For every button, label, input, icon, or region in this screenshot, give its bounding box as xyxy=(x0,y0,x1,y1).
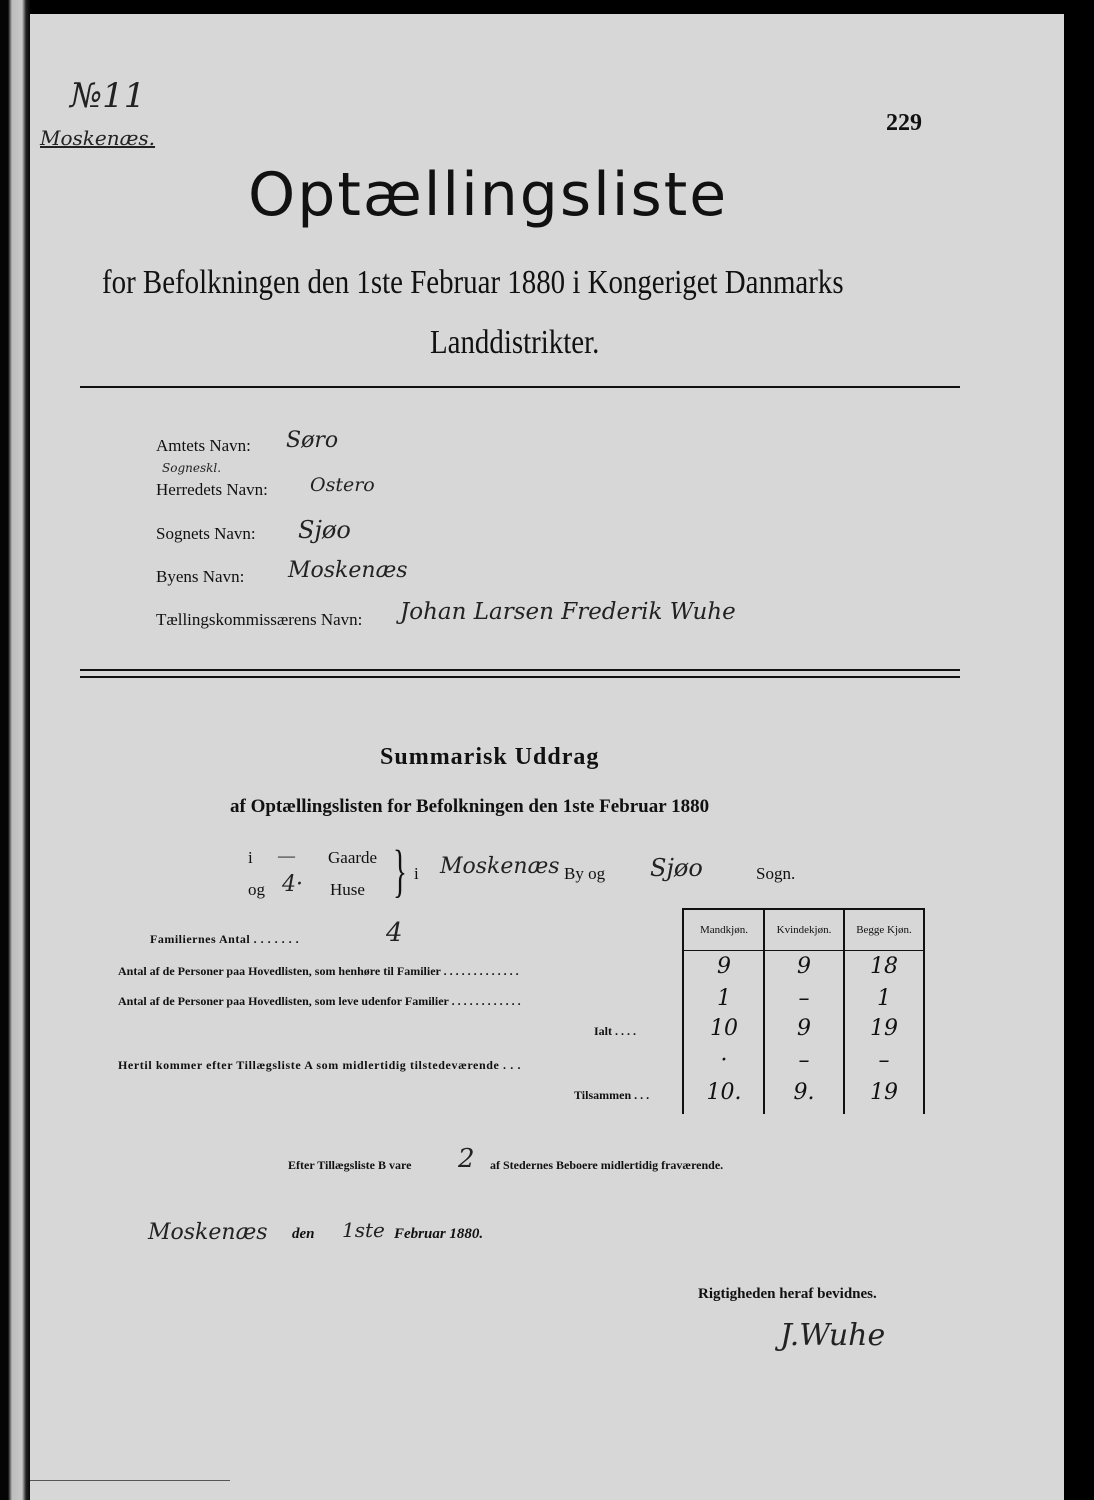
row-label-familier: Antal af de Personer paa Hovedlisten, som henhøre til Familier . . . . . . . . . . . . . xyxy=(118,964,519,978)
cell-tilsammen-mand: 10. xyxy=(706,1080,742,1105)
field-amt-value: Søro xyxy=(286,428,339,453)
field-herred-value: Ostero xyxy=(310,474,375,496)
divider-top xyxy=(80,386,960,388)
cell-ialt-begge: 19 xyxy=(870,1016,898,1041)
attest-text: Rigtigheden heraf bevidnes. xyxy=(698,1286,877,1302)
bottom-smudge xyxy=(30,1480,230,1481)
field-kommissaer-value: Johan Larsen Frederik Wuhe xyxy=(400,599,736,625)
field-herred-above: Sogneskl. xyxy=(162,461,222,475)
page-number: 229 xyxy=(886,110,922,136)
tillaeg-b-prefix: Efter Tillægsliste B vare xyxy=(288,1158,412,1172)
date-day: 1ste xyxy=(342,1218,385,1242)
by-value: Moskenæs xyxy=(440,854,560,879)
subtitle-line-2: Landdistrikter. xyxy=(430,324,600,361)
summary-i2: i xyxy=(414,864,419,883)
row-label-ialt: Ialt . . . . xyxy=(594,1024,636,1038)
field-sogn-label: Sognets Navn: xyxy=(156,524,256,543)
cell-tilsammen-kvinde: 9. xyxy=(793,1080,815,1105)
cell-udenfor-kvinde: – xyxy=(798,986,810,1011)
row-label-udenfor: Antal af de Personer paa Hovedlisten, som leve udenfor Familier . . . . . . . . . . . . xyxy=(118,994,521,1008)
families-label: Familiernes Antal . . . . . . . xyxy=(150,932,300,946)
by-label: By og xyxy=(564,864,606,883)
field-amt-label: Amtets Navn: xyxy=(156,436,251,455)
row-label-tilsammen: Tilsammen . . . xyxy=(574,1088,650,1102)
cell-ialt-kvinde: 9 xyxy=(797,1016,811,1041)
cell-tillaeg-mand: · xyxy=(720,1048,728,1073)
column-header-mandkjon: Mandkjøn. xyxy=(700,924,748,936)
cell-familier-begge: 18 xyxy=(870,954,898,979)
signature: J.Wuhe xyxy=(780,1318,886,1353)
margin-place: Moskenæs. xyxy=(40,126,156,150)
field-kommissaer-label: Tællingskommissærens Navn: xyxy=(156,610,363,629)
column-header-begge: Begge Kjøn. xyxy=(856,924,912,936)
cell-tillaeg-begge: – xyxy=(878,1048,890,1073)
cell-ialt-mand: 10 xyxy=(710,1016,738,1041)
binding-edge xyxy=(0,0,30,1500)
tillaeg-b-suffix: af Stedernes Beboere midlertidig fraværende. xyxy=(490,1158,724,1172)
cell-tillaeg-kvinde: – xyxy=(798,1048,810,1073)
double-rule-1 xyxy=(80,669,960,671)
sogn-label: Sogn. xyxy=(756,864,796,883)
cell-udenfor-mand: 1 xyxy=(717,986,731,1011)
cell-familier-kvinde: 9 xyxy=(797,954,811,979)
date-place: Moskenæs xyxy=(148,1220,268,1245)
date-month-year: Februar 1880. xyxy=(394,1226,484,1242)
table-header-rule xyxy=(682,950,924,951)
cell-tilsammen-begge: 19 xyxy=(870,1080,898,1105)
census-form-page xyxy=(30,14,1064,1500)
field-by-value: Moskenæs xyxy=(288,558,408,583)
cell-familier-mand: 9 xyxy=(717,954,731,979)
margin-number: №11 xyxy=(70,76,146,116)
date-den: den xyxy=(292,1226,315,1242)
table-vline-0 xyxy=(682,908,684,1114)
summary-og: og xyxy=(248,880,265,899)
subtitle-line-1: for Befolkningen den 1ste Februar 1880 i Kongeriget Danmarks xyxy=(102,264,844,301)
row-label-tillaeg-a: Hertil kommer efter Tillægsliste A som midlertidig tilstedeværende . . . xyxy=(118,1058,522,1072)
summary-title: Summarisk Uddrag xyxy=(380,744,600,770)
table-vline-3 xyxy=(923,908,925,1114)
huse-label: Huse xyxy=(330,880,365,899)
double-rule-2 xyxy=(80,676,960,678)
families-value: 4 xyxy=(386,918,403,948)
huse-value: 4· xyxy=(282,872,303,897)
table-top-rule xyxy=(682,908,924,910)
gaarde-label: Gaarde xyxy=(328,848,378,867)
brace: } xyxy=(392,838,407,903)
sogn-value: Sjøo xyxy=(650,854,703,882)
field-by-label: Byens Navn: xyxy=(156,567,245,586)
field-herred-label: Herredets Navn: xyxy=(156,480,268,499)
cell-udenfor-begge: 1 xyxy=(877,986,891,1011)
tillaeg-b-value: 2 xyxy=(458,1144,475,1174)
column-header-kvindekjon: Kvindekjøn. xyxy=(776,924,832,936)
gaarde-value: — xyxy=(278,846,295,865)
page-title: Optællingsliste xyxy=(248,160,729,230)
field-sogn-value: Sjøo xyxy=(298,516,351,544)
summary-subtitle: af Optællingslisten for Befolkningen den 1ste Februar 1880 xyxy=(230,796,710,817)
summary-i: i xyxy=(248,848,253,867)
